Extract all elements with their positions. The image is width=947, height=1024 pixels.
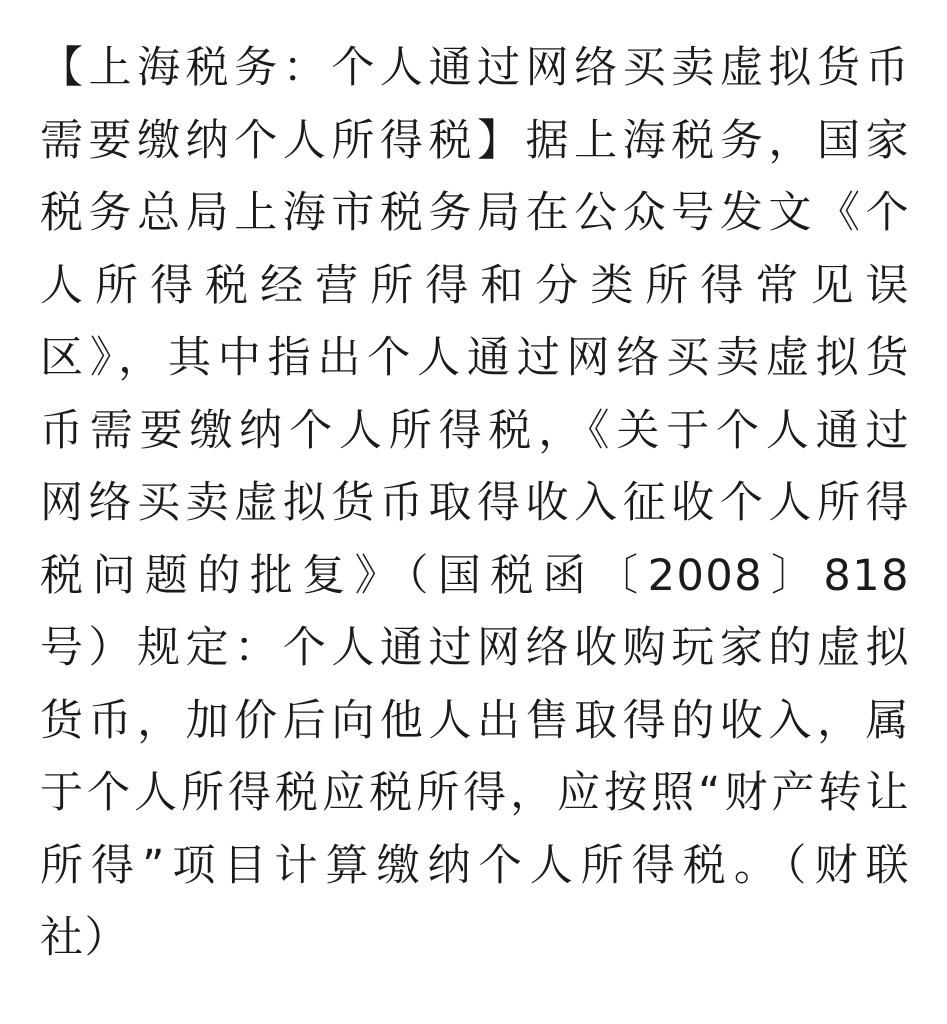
article-line: 货币，加价后向他人出售取得的收入，属 (40, 695, 910, 746)
article-line: 币需要缴纳个人所得税，《关于个人通过 (40, 405, 910, 456)
article-line: 税问题的批复》（国税函〔2008〕818 (40, 550, 910, 601)
article-line: 税务总局上海市税务局在公众号发文《个 (40, 188, 910, 238)
article-line: 网络买卖虚拟货币取得收入征收个人所得 (40, 478, 910, 528)
article-line: 【上海税务：个人通过网络买卖虚拟货币 (40, 43, 910, 93)
article-line: 号）规定：个人通过网络收购玩家的虚拟 (40, 623, 910, 673)
article-line: 社） (40, 913, 129, 963)
article-line: 于个人所得税应税所得，应按照“财产转让 (40, 768, 910, 818)
article-line: 人所得税经营所得和分类所得常见误 (40, 260, 910, 311)
article-line: 区》，其中指出个人通过网络买卖虚拟货 (40, 333, 910, 383)
article-line: 需要缴纳个人所得税】据上海税务，国家 (40, 115, 910, 166)
article-line: 所得”项目计算缴纳个人所得税。（财联 (40, 840, 910, 891)
news-article (40, 32, 910, 975)
